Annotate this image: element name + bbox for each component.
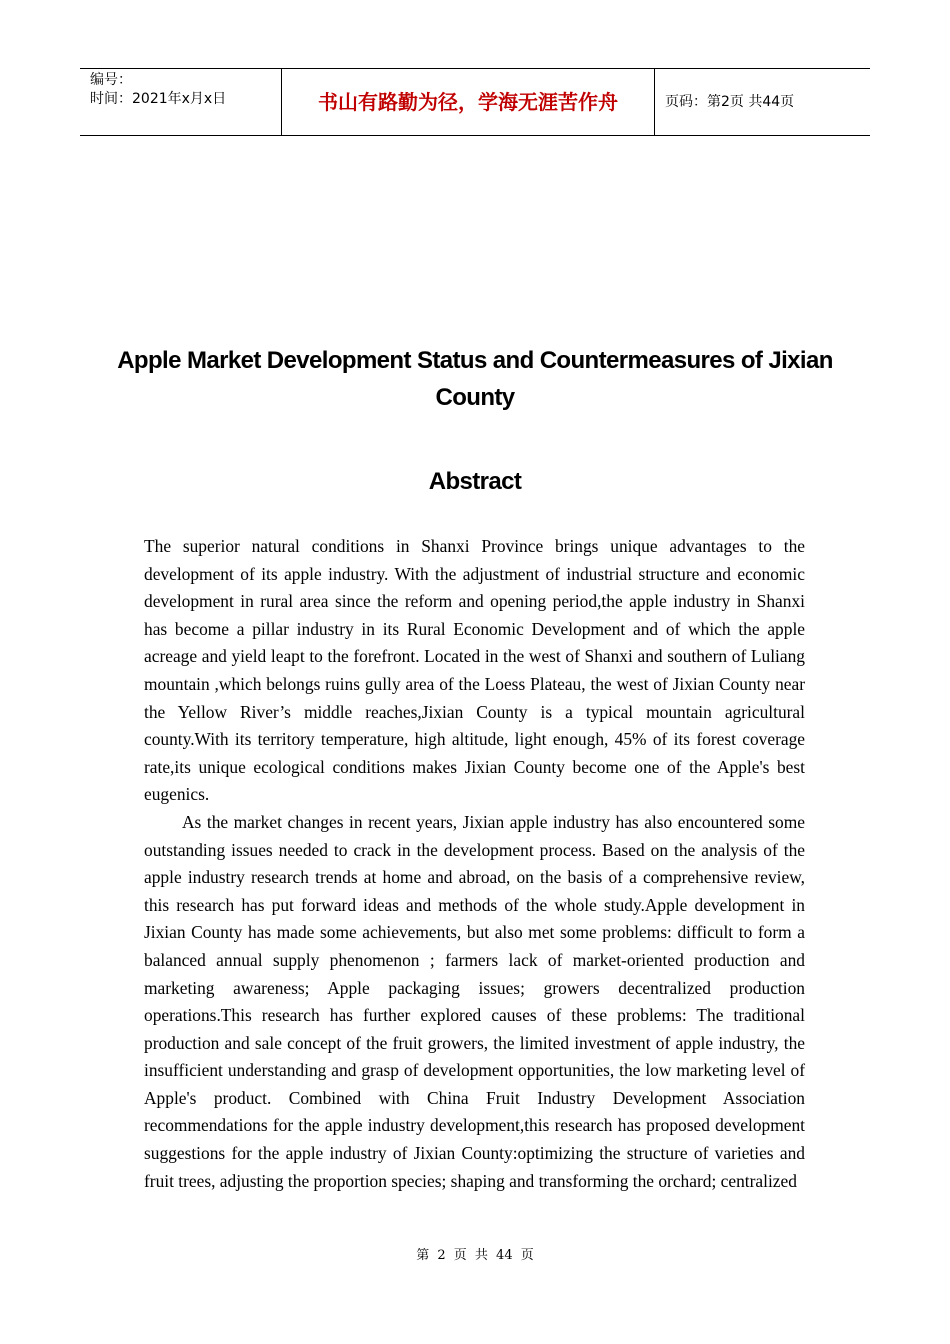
document-title: Apple Market Development Status and Countermeasures of Jixian County bbox=[117, 347, 833, 411]
abstract-paragraph-2: As the market changes in recent years, Jixian apple industry has also encountered some outstanding issues needed to crack in the development process. Based on the analysis of the apple industry research trends at home and abroad, on the basis of a comprehensive review, this research has put forward ideas and methods of the whole study.Apple development in Jixian County has made some achievements, but also met some problems: difficult to form a balanced annual supply phenomenon ; farmers lack of market-oriented production and marketing awareness; Apple packaging issues; growers decentralized production operations.This research has further explored causes of these problems: The traditional production and sale concept of the fruit growers, the limited investment of apple industry, the insufficient understanding and grasp of development opportunities, the low marketing level of Apple's product. Combined with China Fruit Industry Development Association recommendations for the apple industry development,this research has proposed development suggestions for the apple industry of Jixian County:optimizing the structure of varieties and fruit trees, adjusting the proportion species; shaping and transforming the orchard; centralized bbox=[144, 811, 805, 1191]
abstract-heading: Abstract bbox=[428, 468, 522, 495]
document-date: 时间：2021年x月x日 bbox=[90, 91, 227, 107]
document-number-label: 编号： bbox=[90, 72, 132, 88]
page-footer: 第 2 页 共 44 页 bbox=[416, 1248, 534, 1263]
page-header bbox=[80, 68, 870, 136]
header-page-info: 页码：第2页 共44页 bbox=[665, 94, 795, 110]
abstract-paragraph-1: The superior natural conditions in Shanxi Province brings unique advantages to the development of its apple industry. With the adjustment of industrial structure and economic development in rural area since the reform and opening period,the apple industry in Shanxi has become a pillar industry in its Rural Economic Development and of which the apple acreage and yield leapt to the forefront. Located in the west of Shanxi and southern of Luliang mountain ,which belongs ruins gully area of the Loess Plateau, the west of Jixian County near the Yellow River’s middle reaches,Jixian County is a typical mountain agricultural county.With its territory temperature, high altitude, light enough, 45% of its forest coverage rate,its unique ecological conditions makes Jixian County become one of the Apple's best eugenics. bbox=[144, 536, 805, 805]
abstract-body bbox=[144, 533, 805, 1195]
header-motto: 书山有路勤为径，学海无涯苦作舟 bbox=[281, 69, 655, 135]
header-meta bbox=[80, 69, 281, 135]
